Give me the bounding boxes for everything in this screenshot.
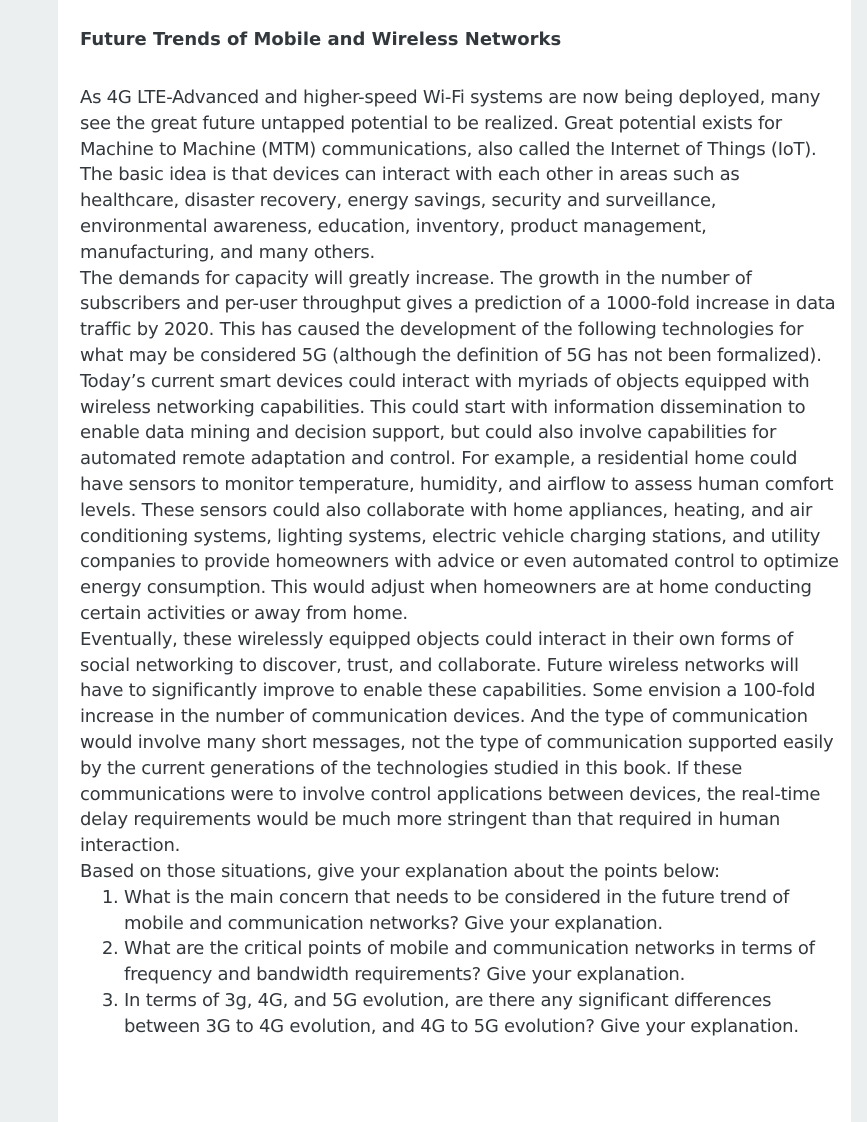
question-item-1: 1. What is the main concern that needs to be considered in the future trend of mobile and communication networks? Give your explanation. xyxy=(124,885,840,937)
question-item-2: 2. What are the critical points of mobile and communication networks in terms of frequency and bandwidth requirements? Give your explanation. xyxy=(124,936,840,988)
document-body xyxy=(80,85,840,1039)
question-list xyxy=(80,885,840,1040)
paragraph-iot-potential: As 4G LTE-Advanced and higher-speed Wi-Fi systems are now being deployed, many see the great future untapped potential to be realized. Great potential exists for Machine to Machine (MTM) communications, also called the Internet of Things (IoT). The basic idea is that devices can interact with each other in areas such as healthcare, disaster recovery, energy savings, security and surveillance, environmental awareness, education, inventory, product management, manufacturing, and many others. xyxy=(80,87,821,263)
paragraph-capacity-demand: The demands for capacity will greatly increase. The growth in the number of subscribers and per-user throughput gives a prediction of a 1000-fold increase in data traffic by 2020. This has caused the development of the following technologies for what may be considered 5G (although the definition of 5G has not been formalized). xyxy=(80,267,836,366)
paragraph-smart-devices: Today’s current smart devices could interact with myriads of objects equipped with wireless networking capabilities. This could start with information dissemination to enable data mining and decision support, but could also involve capabilities for automated remote adaptation and control. For example, a residential home could have sensors to monitor temperature, humidity, and airflow to assess human comfort levels. These sensors could also collaborate with home appliances, heating, and air conditioning systems, lighting systems, electric vehicle charging stations, and utility companies to provide homeowners with advice or even automated control to optimize energy consumption. This would adjust when homeowners are at home conducting certain activities or away from home. xyxy=(80,370,839,624)
paragraph-instructions: Based on those situations, give your explanation about the points below: xyxy=(80,860,720,882)
question-item-3: 3. In terms of 3g, 4G, and 5G evolution, are there any significant differences between 3G to 4G evolution, and 4G to 5G evolution? Give your explanation. xyxy=(124,988,840,1040)
document-content xyxy=(80,27,840,1039)
paragraph-social-networking: Eventually, these wirelessly equipped objects could interact in their own forms of social networking to discover, trust, and collaborate. Future wireless networks will have to significantly improve to enable these capabilities. Some envision a 100-fold increase in the number of communication devices. And the type of communication would involve many short messages, not the type of communication supported easily by the current generations of the technologies studied in this book. If these communications were to involve control applications between devices, the real-time delay requirements would be much more stringent than that required in human interaction. xyxy=(80,628,834,857)
document-title: Future Trends of Mobile and Wireless Networks xyxy=(80,29,562,50)
document-page xyxy=(58,0,851,1122)
